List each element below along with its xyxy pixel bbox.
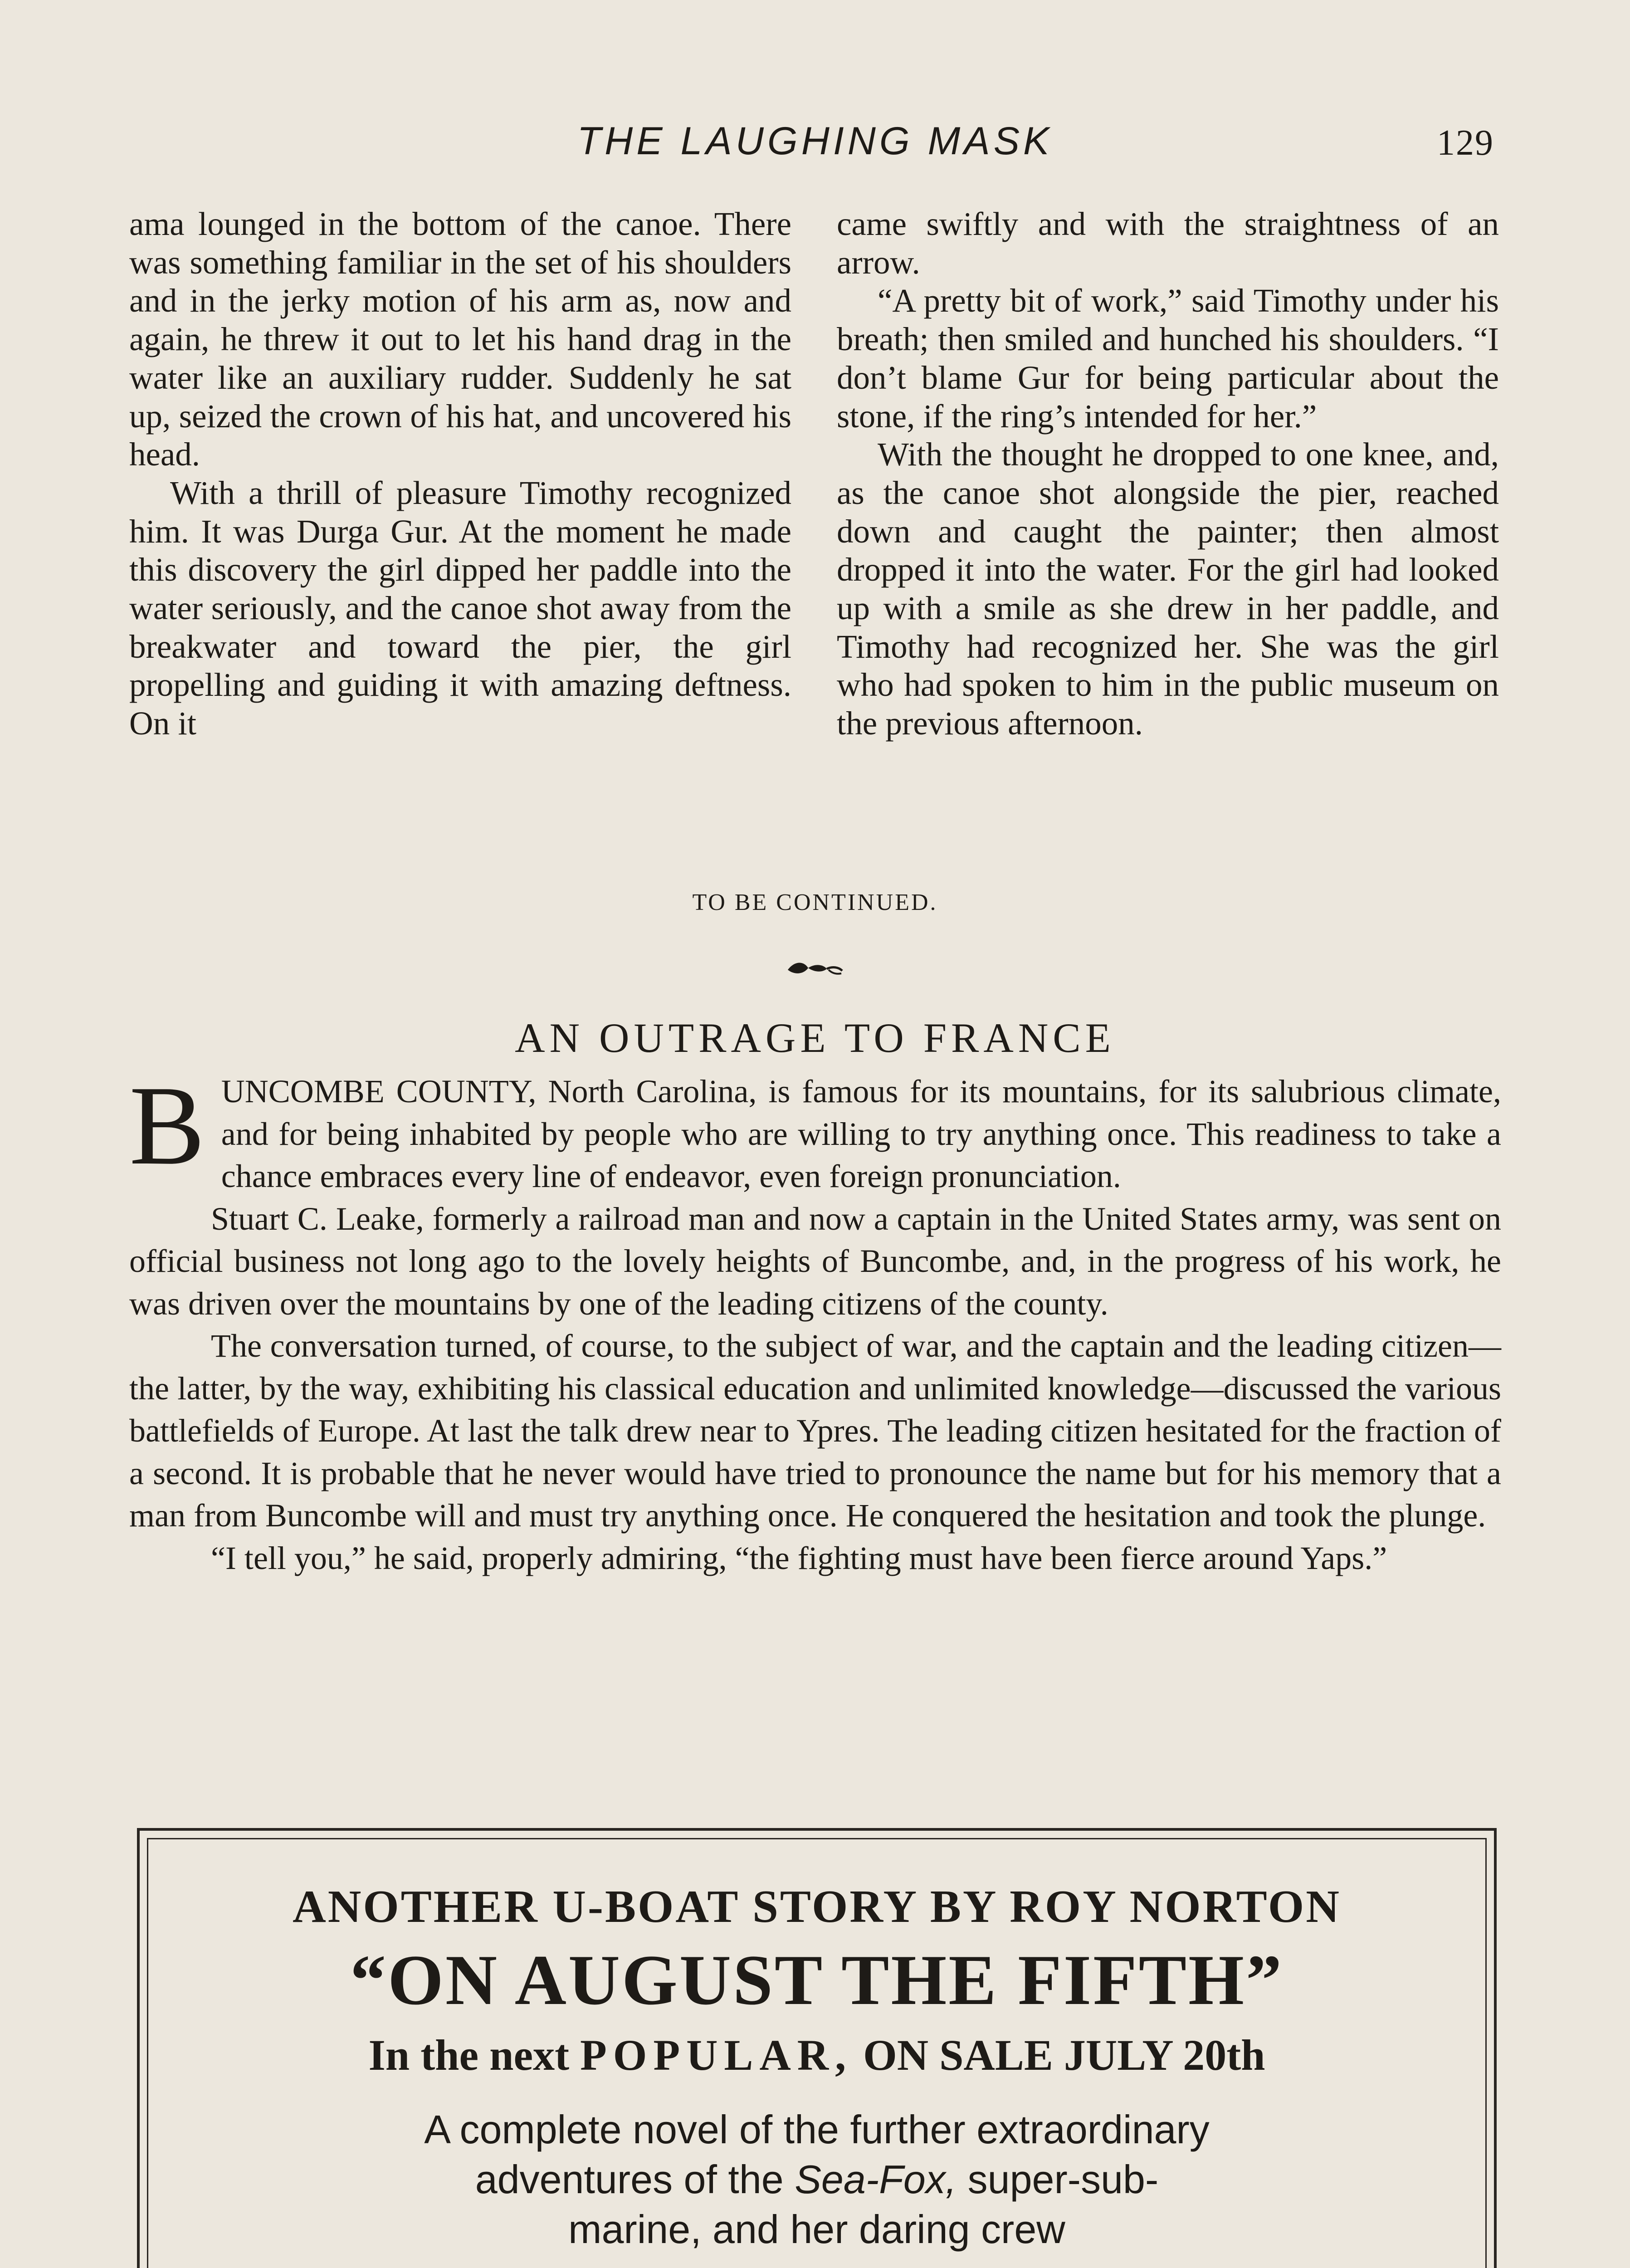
article-paragraph-1 <box>129 1063 1501 1198</box>
story-right-column <box>837 205 1499 743</box>
ad-headline: ANOTHER U-BOAT STORY BY ROY NORTON <box>293 1881 1341 1932</box>
page-number: 129 <box>1437 123 1494 163</box>
ad-title: “ON AUGUST THE FIFTH” <box>350 1941 1284 2020</box>
story-left-paragraph-2: With a thrill of pleasure Timothy recognized him. It was Durga Gur. At the moment he made this discovery the girl dipped her paddle into the water seriously, and the canoe shot away from the breakwater and toward the pier, the girl propelling and guiding it with amazing deftness. On it <box>129 474 791 742</box>
ad-sale-suffix: ON SALE JULY 20th <box>863 2031 1265 2079</box>
ad-desc-line-3: marine, and her daring crew <box>568 2207 1065 2252</box>
ad-desc-line-2-post: super-sub- <box>967 2157 1159 2202</box>
running-head <box>0 119 1630 169</box>
article-paragraph-1-text: UNCOMBE COUNTY, North Carolina, is famous for its mountains, for its salubrious climate, and for being inhabited by people who are willing to try anything once. This readiness to take a chance embraces every line of endeavor, even foreign pronunciation. <box>221 1073 1501 1194</box>
drop-cap: B <box>129 1063 205 1188</box>
story-left-paragraph-1: ama lounged in the bottom of the canoe. There was something familiar in the set of his shoulders and in the jerky motion of his arm as, now and again, he threw it out to let his hand drag in the water like an auxiliary rudder. Suddenly he sat up, seized the crown of his hat, and uncovered his head. <box>129 205 791 473</box>
article-paragraph-2: Stuart C. Leake, formerly a railroad man and now a captain in the United States army, was sent on official business not long ago to the lovely heights of Buncombe, and, in the progress of his work, he was driven over the mountains by one of the leading citizens of the county. <box>129 1200 1501 1322</box>
story-left-column <box>129 205 791 743</box>
story-columns <box>129 205 1499 863</box>
ad-desc-line-2 <box>148 2155 1485 2204</box>
to-be-continued: TO BE CONTINUED. <box>692 890 938 915</box>
article-body <box>129 1063 1501 1579</box>
story-right-paragraph-3: With the thought he dropped to one knee, and, as the canoe shot alongside the pier, reached down and caught the painter; then almost dropped it into the water. For the girl had looked up with a smile as she drew in her paddle, and Timothy had recognized her. She was the girl who had spoken to him in the public museum on the previous afternoon. <box>837 436 1499 742</box>
advertisement-inner-border <box>147 1838 1487 2268</box>
ad-sale-magazine: POPULAR, <box>580 2031 853 2079</box>
ad-description <box>148 2105 1485 2254</box>
article-paragraph-4: “I tell you,” he said, properly admiring, “the fighting must have been fierce around Yaps.” <box>211 1540 1387 1576</box>
ad-desc-ship-name: Sea-Fox, <box>795 2157 957 2202</box>
ad-desc-line-2-pre: adventures of the <box>475 2157 784 2202</box>
story-right-paragraph-2: “A pretty bit of work,” said Timothy under his breath; then smiled and hunched his shoulders. “I don’t blame Gur for being particular about the stone, if the ring’s intended for her.” <box>837 282 1499 435</box>
ad-sale-line <box>148 2030 1485 2080</box>
leaf-ornament-icon <box>783 954 847 982</box>
running-title: THE LAUGHING MASK <box>577 119 1053 163</box>
ad-sale-prefix: In the next <box>368 2031 570 2079</box>
article-title: AN OUTRAGE TO FRANCE <box>515 1015 1115 1061</box>
advertisement-box <box>137 1828 1497 2268</box>
story-right-paragraph-1: came swiftly and with the straightness of an arrow. <box>837 205 1499 281</box>
article-paragraph-3: The conversation turned, of course, to the subject of war, and the captain and the leading citizen—the latter, by the way, exhibiting his classical education and unlimited knowledge—discussed the various battlefields of Europe. At last the talk drew near to Ypres. The leading citizen hesitated for the fraction of a second. It is probable that he never would have tried to pronounce the name but for his memory that a man from Buncombe will and must try anything once. He conquered the hesitation and took the plunge. <box>129 1328 1501 1534</box>
ad-desc-line-1: A complete novel of the further extraordinary <box>424 2107 1210 2152</box>
